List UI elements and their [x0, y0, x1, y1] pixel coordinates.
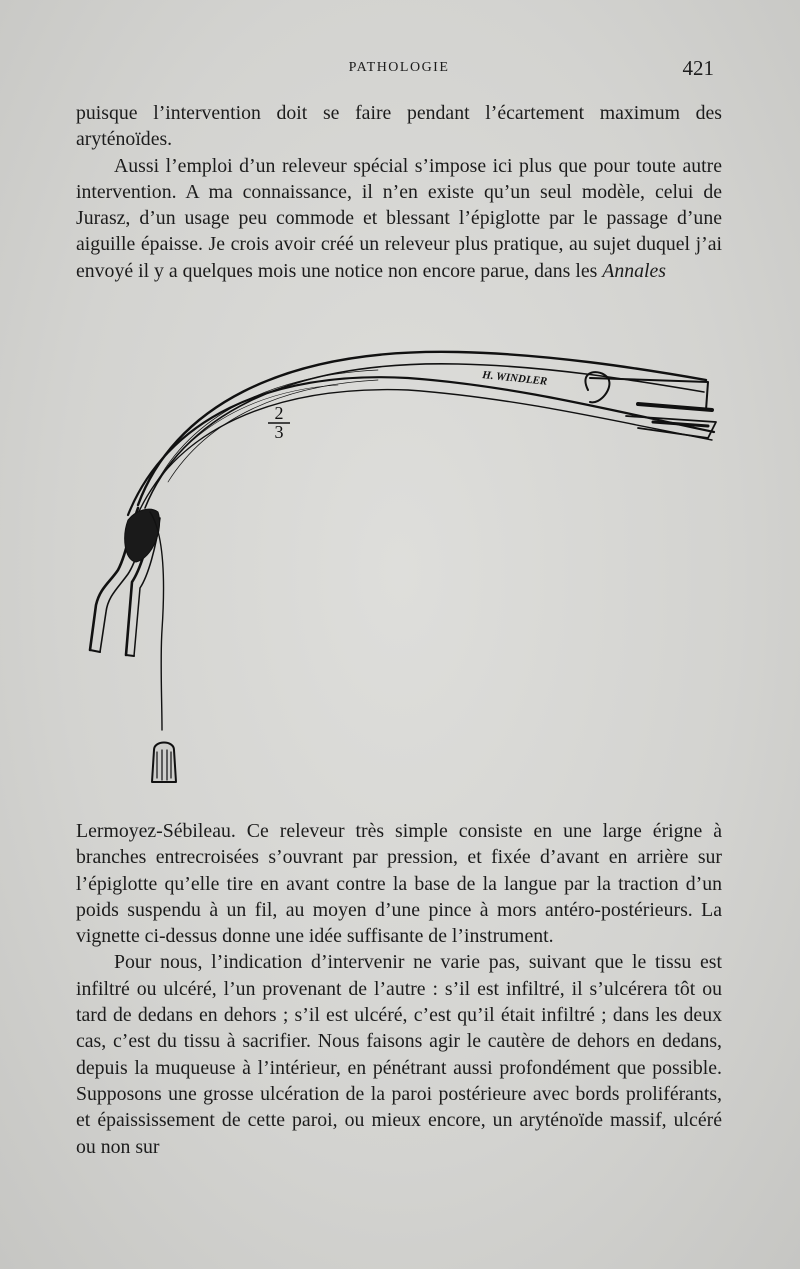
journal-title: Annales	[602, 259, 666, 282]
scale-numerator: 2	[274, 403, 284, 423]
page-number: 421	[682, 56, 714, 80]
paragraph: puisque l’intervention doit se faire pendant l’écartement maximum des aryténoïdes.	[76, 102, 722, 151]
paragraph: Lermoyez-Sébileau. Ce releveur très simple consiste en une large érigne à branches entrecroisées s’ouvrant par pression, et fixée d’avant en arrière sur l’épiglotte qu’elle tire en avant contre la base de la langue par la traction d’un poids suspendu à un fil, au moyen d’une pince à mors antéro-postérieurs. La vignette ci-dessus donne une idée suffisante de l’instrument.	[76, 820, 722, 948]
text-block-top	[76, 100, 722, 284]
epiglottis-retractor-engraving	[78, 330, 724, 800]
running-head	[76, 58, 722, 82]
paragraph-text: Aussi l’emploi d’un releveur spécial s’impose ici plus que pour toute autre intervention. A ma connaissance, il n’en existe qu’un seul modèle, celui de Jurasz, d’un usage peu commode et blessant l’épiglotte par le passage d’une aiguille épaisse. Je crois avoir créé un releveur plus pratique, au sujet duquel j’ai envoyé il y a quelques mois une notice non encore parue, dans les	[76, 154, 722, 282]
running-title: PATHOLOGIE	[348, 60, 450, 75]
engraver-signature: H. WINDLER	[481, 369, 548, 388]
paragraph	[76, 153, 722, 284]
instrument-illustration	[78, 330, 724, 800]
scale-denominator: 3	[274, 422, 284, 442]
text-block-bottom	[76, 818, 722, 1160]
paragraph: Pour nous, l’indication d’intervenir ne varie pas, suivant que le tissu est infiltré ou ulcéré, l’un provenant de l’autre : s’il est infiltré, il s’ulcérera tôt ou tard de dedans en dehors ; s’il est ulcéré, c’est qu’il était infiltré ; dans les deux cas, c’est du tissu à sacrifier. Nous faisons agir le cautère de dehors en dedans, depuis la muqueuse à l’intérieur, en pénétrant aussi profondément que possible. Supposons une grosse ulcération de la paroi postérieure avec bords proliférants, et épaississement de cette paroi, ou mieux encore, un aryténoïde massif, ulcéré ou non sur	[76, 951, 722, 1158]
